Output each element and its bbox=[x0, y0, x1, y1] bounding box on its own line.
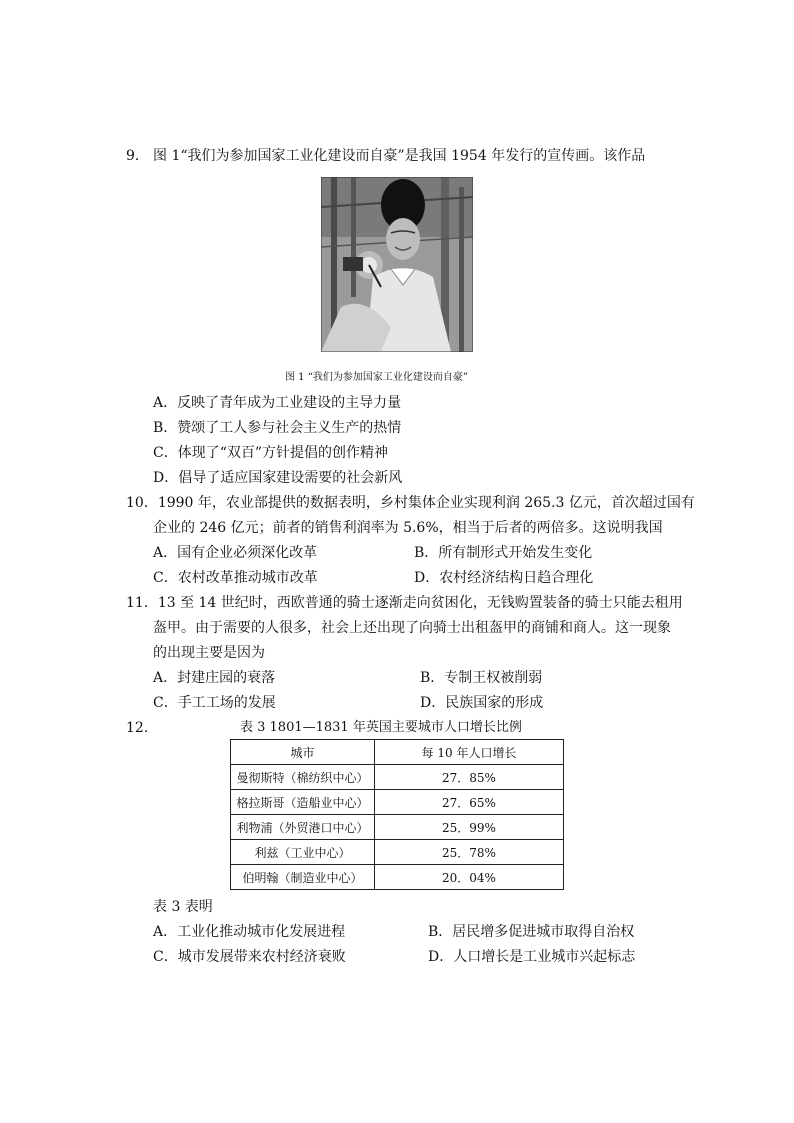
q9-number: 9． bbox=[126, 148, 149, 164]
q11-stem-line1: 11．13 至 14 世纪时，西欧普通的骑士逐渐走向贫困化，无钱购置装备的骑士只能去租用 bbox=[126, 595, 683, 611]
q12-table-title: 表 3 1801—1831 年英国主要城市人口增长比例 bbox=[240, 720, 522, 735]
table-cell-city: 格拉斯哥（造船业中心） bbox=[231, 790, 375, 815]
table-cell-city: 伯明翰（制造业中心） bbox=[231, 865, 375, 890]
q12-number: 12． bbox=[126, 720, 158, 736]
table-row bbox=[231, 840, 564, 865]
q10-option-b: B．所有制形式开始发生变化 bbox=[414, 545, 593, 561]
q11-option-d: D．民族国家的形成 bbox=[420, 695, 544, 711]
q12-option-a: A．工业化推动城市化发展进程 bbox=[153, 924, 346, 940]
q9-option-a: A．反映了青年成为工业建设的主导力量 bbox=[153, 395, 402, 411]
table-cell-city: 利兹（工业中心） bbox=[231, 840, 375, 865]
table-header-row bbox=[231, 740, 564, 765]
q10-option-d: D．农村经济结构日趋合理化 bbox=[414, 570, 594, 586]
q11-option-b: B．专制王权被削弱 bbox=[420, 670, 543, 686]
q10-stem-line1: 10．1990 年，农业部提供的数据表明，乡村集体企业实现利润 265.3 亿元，首次超过国有 bbox=[126, 495, 695, 511]
q11-option-c: C．手工工场的发展 bbox=[153, 695, 276, 711]
table-header-city: 城市 bbox=[231, 740, 375, 765]
table-row bbox=[231, 790, 564, 815]
q10-option-a: A．国有企业必须深化改革 bbox=[153, 545, 318, 561]
q9-poster-image bbox=[321, 177, 473, 352]
q9-option-d: D．倡导了适应国家建设需要的社会新风 bbox=[153, 470, 403, 486]
table-cell-growth: 20．04% bbox=[375, 865, 564, 890]
table-row bbox=[231, 865, 564, 890]
q9-stem: 图 1“我们为参加国家工业化建设而自豪”是我国 1954 年发行的宣传画。该作品 bbox=[153, 148, 646, 164]
q10-stem-line2: 企业的 246 亿元；前者的销售利润率为 5.6%，相当于后者的两倍多。这说明我国 bbox=[153, 520, 663, 536]
table-row bbox=[231, 815, 564, 840]
q12-stem: 表 3 表明 bbox=[153, 899, 213, 915]
table-cell-growth: 25．99% bbox=[375, 815, 564, 840]
q12-option-b: B．居民增多促进城市取得自治权 bbox=[428, 924, 635, 940]
q9-option-b: B．赞颂了工人参与社会主义生产的热情 bbox=[153, 420, 402, 436]
q12-option-c: C．城市发展带来农村经济衰败 bbox=[153, 949, 346, 965]
table-cell-city: 曼彻斯特（棉纺织中心） bbox=[231, 765, 375, 790]
table-cell-growth: 27．85% bbox=[375, 765, 564, 790]
q9-figure-caption: 图 1 “我们为参加国家工业化建设而自豪” bbox=[285, 372, 468, 383]
table-row bbox=[231, 765, 564, 790]
q11-option-a: A．封建庄园的衰落 bbox=[153, 670, 276, 686]
q11-stem-line2: 盔甲。由于需要的人很多，社会上还出现了向骑士出租盔甲的商铺和商人。这一现象 bbox=[153, 620, 671, 636]
q10-option-c: C．农村改革推动城市改革 bbox=[153, 570, 318, 586]
table-header-growth: 每 10 年人口增长 bbox=[375, 740, 564, 765]
q9-option-c: C．体现了“双百”方针提倡的创作精神 bbox=[153, 445, 389, 461]
table-cell-city: 利物浦（外贸港口中心） bbox=[231, 815, 375, 840]
q11-stem-line3: 的出现主要是因为 bbox=[153, 645, 265, 661]
table-cell-growth: 27．65% bbox=[375, 790, 564, 815]
table-cell-growth: 25．78% bbox=[375, 840, 564, 865]
q12-option-d: D．人口增长是工业城市兴起标志 bbox=[428, 949, 636, 965]
q12-population-table bbox=[230, 739, 564, 890]
